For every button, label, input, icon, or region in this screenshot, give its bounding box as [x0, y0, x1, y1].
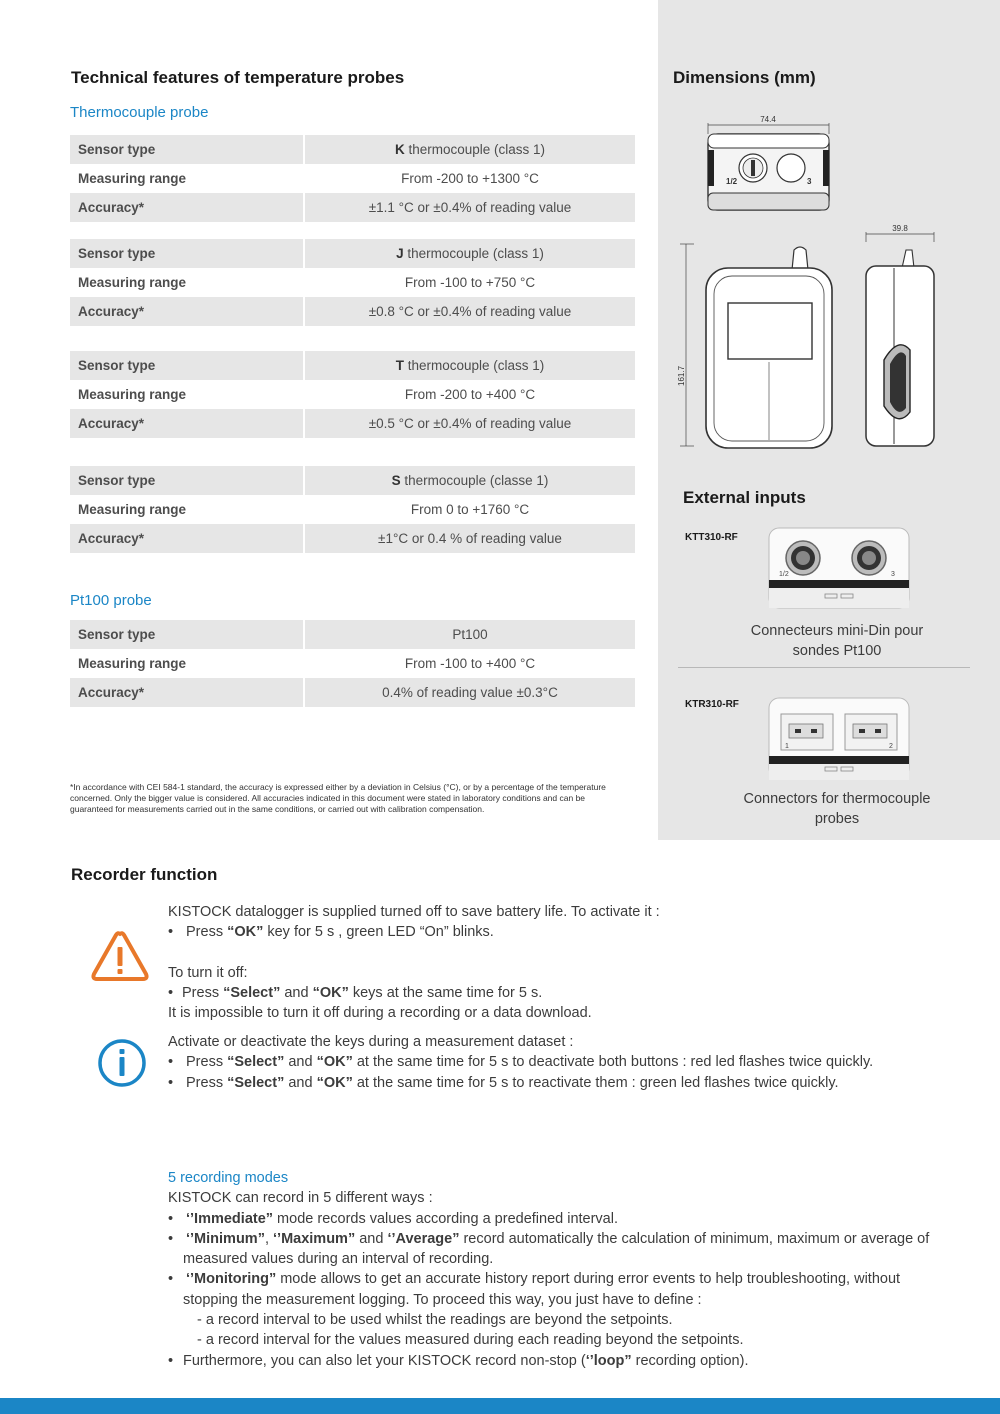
warning-line-3: To turn it off: — [168, 964, 248, 981]
sensor-type-value: S thermocouple (classe 1) — [304, 466, 635, 495]
ktr310-connector-image — [767, 694, 911, 782]
warning-line-2: • Press “OK” key for 5 s , green LED “On” blinks. — [168, 924, 494, 941]
front-view-drawing — [677, 244, 832, 448]
info-bullet-1: • Press “Select” and “OK” at the same time for 5 s to deactivate both buttons : red led flashes twice quickly. — [168, 1054, 874, 1071]
measuring-range-value: From -200 to +1300 °C — [304, 164, 635, 193]
sensor-type-label: Sensor type — [70, 135, 304, 164]
model-ktr310: KTR310-RF — [685, 699, 739, 710]
measuring-range-label: Measuring range — [78, 387, 187, 402]
recording-modes-block — [168, 1168, 929, 1371]
external-inputs-title: External inputs — [683, 488, 806, 507]
info-circle-icon — [96, 1037, 148, 1089]
sensor-type-label: Sensor type — [70, 466, 304, 495]
warning-line-5: It is impossible to turn it off during a recording or a data download. — [168, 1005, 592, 1022]
accuracy-label: Accuracy* — [70, 409, 304, 438]
sensor-type-label: Sensor type — [70, 239, 304, 268]
sensor-type-value: J thermocouple (class 1) — [304, 239, 635, 268]
spec-table-j — [70, 239, 635, 326]
measuring-range-value: From -200 to +400 °C — [304, 380, 635, 409]
measuring-range-label: Measuring range — [78, 171, 187, 186]
width-dimension-label: 74.4 — [760, 115, 776, 124]
sensor-type-value: K thermocouple (class 1) — [304, 135, 635, 164]
port-label-left: 1/2 — [726, 177, 738, 186]
accuracy-value: ±0.5 °C or ±0.4% of reading value — [304, 409, 635, 438]
spec-table-t — [70, 351, 635, 438]
ktt310-caption: Connecteurs mini-Din pour sondes Pt100 — [750, 623, 924, 659]
depth-dimension-label: 39.8 — [892, 224, 908, 233]
measuring-range-label: Measuring range — [78, 502, 187, 517]
spec-table-pt100 — [70, 620, 635, 707]
measuring-range-value: From 0 to +1760 °C — [304, 495, 635, 524]
sensor-type-label: Sensor type — [70, 620, 304, 649]
info-text-block — [168, 1032, 873, 1093]
accuracy-value: ±1°C or 0.4 % of reading value — [304, 524, 635, 553]
mode-monitoring: • ‘’Monitoring” mode allows to get an accurate history report during error events to help troubleshooting, without — [168, 1271, 901, 1288]
info-bullet-2: • Press “Select” and “OK” at the same time for 5 s to reactivate them : green led flashes twice quickly. — [168, 1074, 839, 1091]
measuring-range-label: Measuring range — [78, 656, 187, 671]
mode-min-max-avg: • ‘’Minimum”, ‘’Maximum” and ‘’Average” record automatically the calculation of minimum, maximum or average of — [168, 1230, 930, 1247]
accuracy-label: Accuracy* — [70, 297, 304, 326]
warning-text-block — [168, 902, 660, 1024]
mode-loop: • Furthermore, you can also let your KISTOCK record non-stop (‘’loop” recording option). — [168, 1352, 749, 1369]
recorder-function-title: Recorder function — [71, 865, 218, 884]
mode-immediate: • ‘’Immediate” mode records values according a predefined interval. — [168, 1210, 619, 1227]
port-label-right: 3 — [807, 177, 812, 186]
ktr310-port-left-label: 1 — [785, 743, 789, 750]
mode-min-max-avg-cont: measured values during an interval of recording. — [183, 1251, 494, 1268]
top-view-drawing — [708, 115, 829, 210]
warning-line-1: KISTOCK datalogger is supplied turned off to save battery life. To activate it : — [168, 904, 660, 920]
measuring-range-label: Measuring range — [78, 275, 187, 290]
mode-monitoring-cont: stopping the measurement logging. To proceed this way, you just have to define : — [183, 1291, 702, 1308]
dimension-drawings — [658, 110, 1000, 460]
external-divider — [678, 667, 970, 668]
accuracy-value: ±1.1 °C or ±0.4% of reading value — [304, 193, 635, 222]
side-view-drawing — [866, 224, 934, 446]
monitoring-sub-1: - a record interval to be used whilst the readings are beyond the setpoints. — [197, 1312, 673, 1329]
accuracy-value: ±0.8 °C or ±0.4% of reading value — [304, 297, 635, 326]
ktt310-connector-image — [767, 524, 911, 610]
monitoring-sub-2: - a record interval for the values measured during each reading beyond the setpoints. — [197, 1332, 744, 1349]
spec-table-s — [70, 466, 635, 553]
tech-features-title: Technical features of temperature probes — [71, 68, 405, 87]
sensor-type-value: Pt100 — [304, 620, 635, 649]
spec-table-k — [70, 135, 635, 222]
bottom-accent-bar — [0, 1398, 1000, 1414]
info-line-1: Activate or deactivate the keys during a measurement dataset : — [168, 1034, 574, 1050]
dimensions-title: Dimensions (mm) — [673, 68, 816, 87]
sensor-type-label: Sensor type — [70, 351, 304, 380]
measuring-range-value: From -100 to +750 °C — [304, 268, 635, 297]
ktt310-port-left-label: 1/2 — [779, 571, 789, 578]
thermocouple-title: Thermocouple probe — [70, 104, 209, 121]
ktr310-port-right-label: 2 — [889, 743, 893, 750]
warning-triangle-icon — [91, 930, 149, 982]
recording-modes-intro: KISTOCK can record in 5 different ways : — [168, 1190, 433, 1207]
ktr310-caption: Connectors for thermocouple probes — [743, 791, 931, 827]
accuracy-label: Accuracy* — [70, 524, 304, 553]
accuracy-value: 0.4% of reading value ±0.3°C — [304, 678, 635, 707]
pt100-title: Pt100 probe — [70, 592, 152, 609]
warning-line-4: • Press “Select” and “OK” keys at the same time for 5 s. — [168, 985, 543, 1002]
accuracy-label: Accuracy* — [70, 678, 304, 707]
model-ktt310: KTT310-RF — [685, 532, 738, 543]
accuracy-footnote: *In accordance with CEI 584-1 standard, the accuracy is expressed either by a deviation in Celsius (°C), or by a percentage of the temperature concerned. Only the bigger value is considered. All accuracies indicated in this document were stated in laboratory conditions and can be guaranteed for measurements carried out in the same conditions, or carried out with calibration compensation. — [70, 782, 606, 814]
sensor-type-value: T thermocouple (class 1) — [304, 351, 635, 380]
height-dimension-label: 161.7 — [677, 365, 686, 386]
accuracy-label: Accuracy* — [70, 193, 304, 222]
ktt310-port-right-label: 3 — [891, 571, 895, 578]
measuring-range-value: From -100 to +400 °C — [304, 649, 635, 678]
recording-modes-title: 5 recording modes — [168, 1170, 289, 1186]
